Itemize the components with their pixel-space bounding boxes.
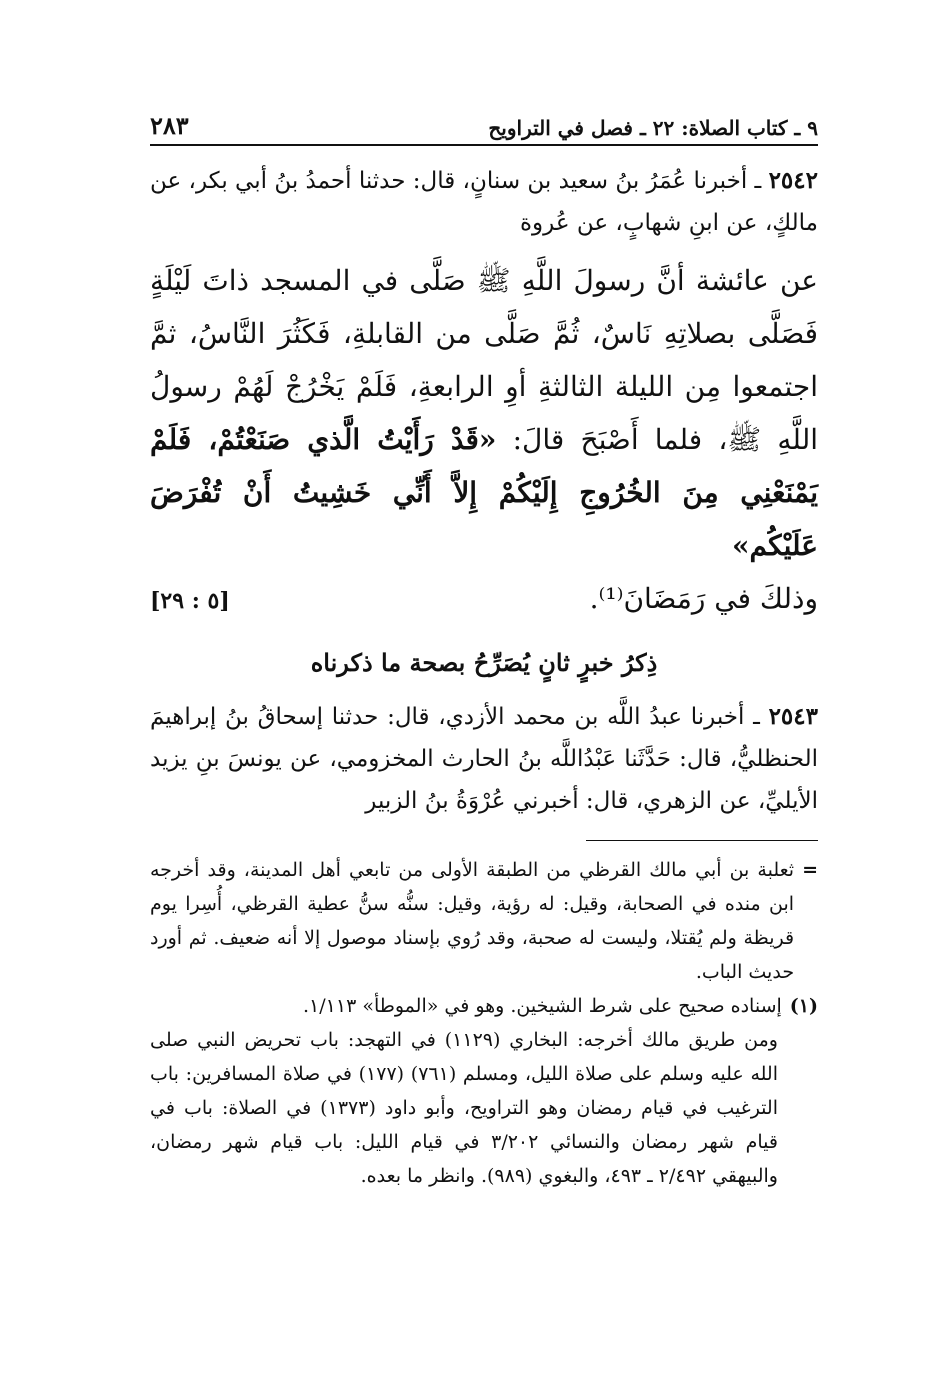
matn-last-line — [150, 572, 818, 628]
hadith-number: ٢٥٤٢ — [768, 167, 818, 194]
hadith-2542-matn — [150, 254, 818, 628]
footnote-separator — [586, 840, 818, 841]
cross-reference: [٥ : ٢٩] — [150, 588, 230, 614]
isnad-text: ـ أخبرنا عُمَرُ بنُ سعيد بن سنانٍ، قال: حدثنا أحمدُ بنُ أبي بكر، عن مالكٍ، عن ابنِ شهابٍ، عن عُروة — [149, 168, 818, 236]
prophet-quote: «قَدْ رَأَيْتُ الَّذي صَنَعْتُمْ، فَلَمْ يَمْنَعْنِي مِنَ الخُرُوجِ إِلَيْكُمْ إِلاَّ أَنِّي خَشِيتُ أَنْ تُفْرَضَ عَلَيْكُم» — [150, 423, 818, 562]
running-title: ٩ ـ كتاب الصلاة: ٢٢ ـ فصل في التراويح — [488, 116, 818, 140]
footnotes — [150, 853, 818, 1193]
footnote-marker: = — [802, 859, 818, 881]
hadith-2542-isnad — [150, 160, 818, 244]
matn-final: وذلكَ في رَمَضَانَ⁽¹⁾. — [589, 582, 818, 615]
hadith-number: ٢٥٤٣ — [768, 703, 818, 730]
page-number: ٢٨٣ — [150, 111, 189, 140]
hadith-2543-isnad — [150, 696, 818, 822]
matn-text: عن عائشة أنَّ رسولَ اللَّهِ ﷺ صَلَّى في المسجد ذاتَ لَيْلَةٍ فَصَلَّى بصلاتِهِ نَاسٌ، ثُمَّ صَلَّى من القابلةِ، فَكَثُرَ النَّاسُ، ثمَّ اجتمعوا مِن الليلة الثالثةِ أوِ الرابعةِ، فَلَمْ يَخْرُجْ لَهُمْ رسولُ اللَّهِ ﷺ، فلما أَصْبَحَ قالَ: — [150, 264, 819, 456]
footnote — [150, 853, 818, 989]
isnad-text: ـ أخبرنا عبدُ اللَّه بن محمد الأزدي، قال: حدثنا إسحاقُ بنُ إبراهيمَ الحنظليُّ، قال: حَدَّثَنا عَبْدُاللَّه بنُ الحارث المخزومي، عن يونسَ بنِ يزيد الأيليِّ، عن الزهري، قال: أخبرني عُرْوَةُ بنُ الزبير — [150, 704, 818, 814]
footnote-text: ثعلبة بن أبي مالك القرظي من الطبقة الأولى من تابعي أهل المدينة، وقد أخرجه ابن منده في الصحابة، وقيل: له رؤية، وقيل: سنُّه سنُّ عطية القرظي، أُسِرا يوم قريظة ولم يُقتلا، وليست له صحبة، وقد رُوي بإسناد موصول إلا أنه ضعيف. ثم أورد حديث الباب. — [150, 859, 795, 983]
document-page — [150, 100, 818, 1193]
footnote-marker: (١) — [789, 995, 818, 1017]
footnote-continuation: ومن طريق مالك أخرجه: البخاري (١١٢٩) في التهجد: باب تحريض النبي صلى الله عليه وسلم على صلاة الليل، ومسلم (٧٦١) (١٧٧) في صلاة المسافرين: باب الترغيب في قيام رمضان وهو التراويح، وأبو داود (١٣٧٣) في الصلاة: باب في قيام شهر رمضان والنسائي ٣/٢٠٢ في قيام الليل: باب قيام شهر رمضان، والبيهقي ٢/٤٩٢ ـ ٤٩٣، والبغوي (٩٨٩). وانظر ما بعده. — [150, 1029, 778, 1187]
footnote-text: إسناده صحيح على شرط الشيخين. وهو في «الموطأ» ١/١١٣. — [303, 995, 782, 1017]
page-header — [150, 100, 818, 146]
footnote — [150, 989, 818, 1023]
section-heading: ذِكرُ خبرٍ ثانٍ يُصَرِّحُ بصحة ما ذكرناه — [310, 648, 658, 677]
